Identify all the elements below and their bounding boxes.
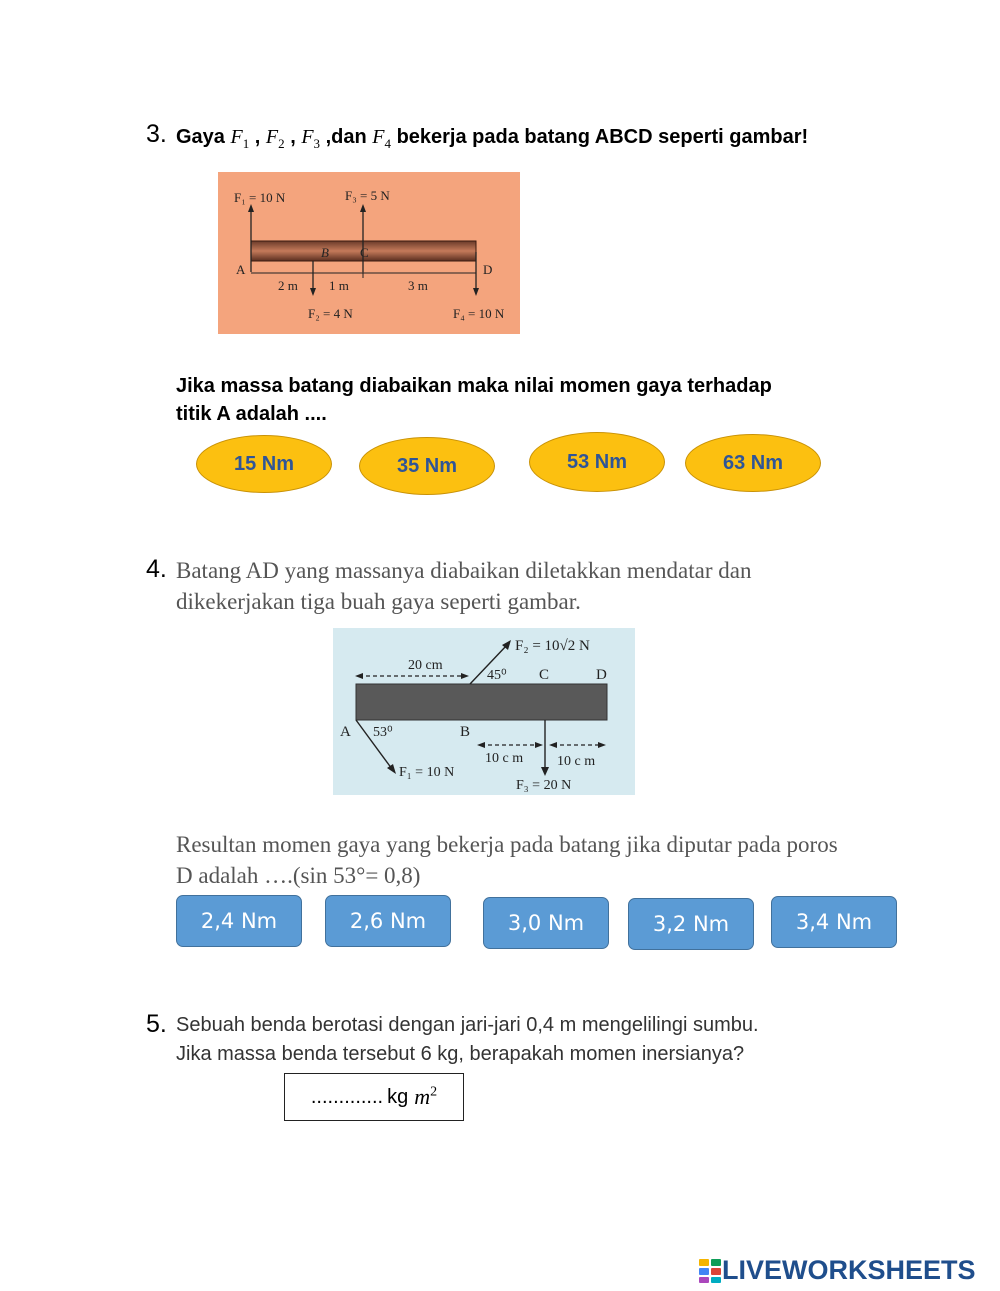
point-c-label: C — [360, 245, 369, 260]
question-3-number: 3. — [146, 120, 167, 148]
beam-diagram-ad — [333, 628, 635, 795]
answer-var: $m^2$ — [414, 1084, 438, 1109]
question-3-text — [176, 126, 808, 152]
f3-label: F₃ = 5 N — [345, 188, 390, 203]
separator: ,dan — [325, 126, 367, 148]
question-3-figure — [218, 172, 520, 334]
q5-answer-input[interactable] — [284, 1073, 464, 1121]
point-a-label: A — [236, 262, 246, 277]
question-5-text-line1: Sebuah benda berotasi dengan jari-jari 0,4 m mengelilingi sumbu. — [176, 1014, 759, 1036]
q4-option-3-0nm[interactable]: 3,0 Nm — [483, 897, 609, 949]
separator: , — [290, 126, 296, 148]
f1-label: F₁ = 10 N — [399, 765, 455, 780]
dist-bc-label: 1 m — [329, 278, 349, 293]
question-4-prompt-line1: Resultan momen gaya yang bekerja pada batang jika diputar pada poros — [176, 832, 838, 857]
q3-option-15nm[interactable]: 15 Nm — [196, 435, 332, 493]
point-b-label: B — [460, 724, 471, 740]
f3-symbol: $F_3$ — [301, 126, 321, 151]
angle-53-label: 53⁰ — [373, 725, 393, 740]
f4-label: F₄ = 10 N — [453, 306, 505, 321]
question-5-number: 5. — [146, 1010, 167, 1038]
question-4-text-line2: dikekerjakan tiga buah gaya seperti gambar. — [176, 589, 581, 614]
point-c-label: C — [539, 667, 550, 683]
point-b-label: B — [321, 245, 329, 260]
dist-cd-label: 3 m — [408, 278, 428, 293]
q4-option-2-6nm[interactable]: 2,6 Nm — [325, 895, 451, 947]
question-3-text-start: Gaya — [176, 126, 225, 148]
f2-label: F₂ = 10√2 N — [515, 638, 590, 654]
q4-option-3-2nm[interactable]: 3,2 Nm — [628, 898, 754, 950]
dist-ab-label: 2 m — [278, 278, 298, 293]
answer-dots: ............. — [310, 1085, 384, 1108]
question-4-prompt-line2: D adalah ….(sin 53°= 0,8) — [176, 863, 421, 888]
question-4-figure — [333, 628, 635, 795]
f4-symbol: $F_4$ — [372, 126, 391, 151]
liveworksheets-logo — [698, 1255, 976, 1286]
question-3-prompt-line1: Jika massa batang diabaikan maka nilai momen gaya terhadap — [176, 375, 772, 397]
f3-label: F₃ = 20 N — [516, 778, 572, 793]
dist-10cm-left-label: 10 c m — [485, 751, 524, 766]
q3-option-35nm[interactable]: 35 Nm — [359, 437, 495, 495]
liveworksheets-logo-text: LIVEWORKSHEETS — [722, 1255, 976, 1285]
answer-unit: kg — [387, 1085, 409, 1108]
q4-option-3-4nm[interactable]: 3,4 Nm — [771, 896, 897, 948]
point-a-label: A — [340, 724, 351, 740]
point-d-label: D — [596, 667, 607, 683]
dist-20cm-label: 20 cm — [408, 658, 443, 673]
question-4-text — [176, 555, 751, 617]
question-3-prompt-line2: titik A adalah .... — [176, 403, 327, 425]
question-4-number: 4. — [146, 555, 167, 583]
separator: , — [254, 126, 261, 148]
angle-45-label: 45⁰ — [487, 668, 507, 683]
beam-bar — [356, 684, 607, 720]
question-4-text-line1: Batang AD yang massanya diabaikan diletakkan mendatar dan — [176, 558, 752, 583]
q3-option-53nm[interactable]: 53 Nm — [529, 432, 665, 492]
liveworksheets-logo-icon — [698, 1258, 722, 1284]
point-d-label: D — [483, 262, 493, 277]
f1-label: F₁ = 10 N — [234, 190, 286, 205]
question-3-text-end: bekerja pada batang ABCD seperti gambar! — [396, 126, 809, 148]
f1-symbol: $F_1$ — [230, 126, 250, 151]
question-3-prompt — [176, 372, 772, 428]
beam-diagram-abcd — [218, 172, 520, 334]
f2-label: F₂ = 4 N — [308, 306, 353, 321]
question-5-text-line2: Jika massa benda tersebut 6 kg, berapakah momen inersianya? — [176, 1043, 745, 1065]
dist-10cm-right-label: 10 c m — [557, 754, 596, 769]
question-4-prompt — [176, 829, 838, 891]
f2-symbol: $F_2$ — [265, 126, 285, 151]
q3-option-63nm[interactable]: 63 Nm — [685, 434, 821, 492]
question-5-text — [176, 1011, 759, 1069]
q4-option-2-4nm[interactable]: 2,4 Nm — [176, 895, 302, 947]
